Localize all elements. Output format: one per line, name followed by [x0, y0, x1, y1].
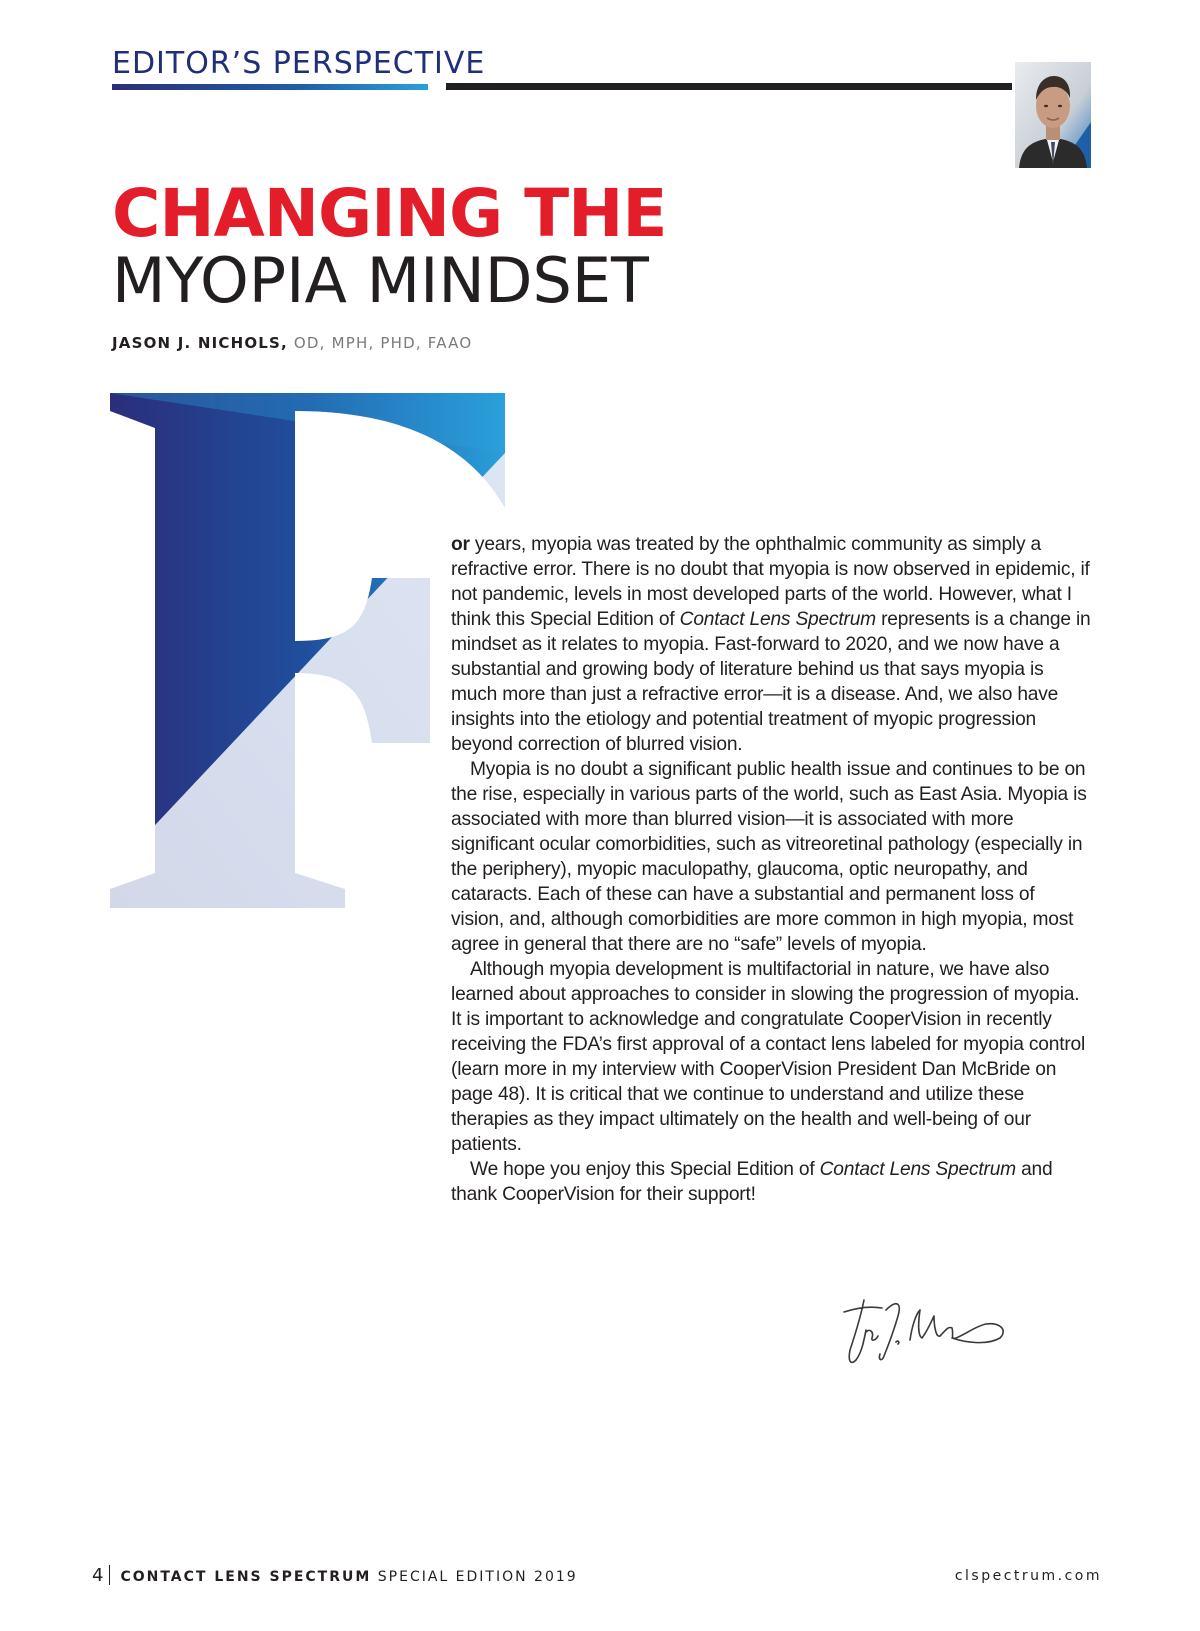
- paragraph-4-part-1: We hope you enjoy this Special Edition of: [470, 1159, 820, 1180]
- author-credentials: OD, MPH, PHD, FAAO: [287, 334, 473, 352]
- headline-line-2: MYOPIA MINDSET: [112, 244, 649, 317]
- section-label: EDITOR’S PERSPECTIVE: [112, 46, 486, 81]
- lead-word: or: [451, 534, 470, 555]
- paragraph-2: Myopia is no doubt a significant public health issue and continues to be on the rise, especially in various parts of the world, such as East Asia. Myopia is associated with more than blurred vision—it is associated with more significant ocular comorbidities, such as vitreoretinal pathology (especially in the periphery), myopic maculopathy, glaucoma, optic neuropathy, and cataracts. Each of these can have a substantial and permanent loss of vision, and, although comorbidities are more common in high myopia, most agree in general that there are no “safe” levels of myopia.: [451, 759, 1087, 955]
- paragraph-1-part-1: years, myopia was treated by the ophthalmic community as simply a refractive error. There is no doubt that myopia is now observed in epidemic, if not pandemic, levels in most developed parts of the world. However, what I think this Special Edition of: [451, 534, 1090, 630]
- paragraph-3: Although myopia development is multifactorial in nature, we have also learned about approaches to consider in slowing the progression of myopia. It is important to acknowledge and congratulate CooperVision in recently receiving the FDA’s first approval of a contact lens labeled for myopia control (learn more in my interview with CooperVision President Dan McBride on page 48). It is critical that we continue to understand and utilize these therapies as they impact ultimately on the health and well-being of our patients.: [451, 959, 1086, 1155]
- magazine-name-italic: Contact Lens Spectrum: [819, 1159, 1016, 1180]
- edition-label: SPECIAL EDITION 2019: [371, 1569, 578, 1585]
- author-photo: [1015, 62, 1091, 168]
- headline-line-1: CHANGING THE: [112, 175, 667, 252]
- dropcap-letter-f: [110, 393, 505, 908]
- section-label-underline: [112, 84, 428, 90]
- footer-divider: [109, 1565, 110, 1585]
- footer-url: clspectrum.com: [954, 1568, 1102, 1584]
- paragraph-4-part-3: and thank CooperVision for their support!: [451, 1159, 1053, 1205]
- article-body: [451, 532, 1091, 1207]
- header-rule: [446, 83, 1012, 90]
- page-number: 4: [92, 1565, 104, 1586]
- magazine-title: CONTACT LENS SPECTRUM: [120, 1569, 372, 1585]
- handwritten-signature: [836, 1290, 1036, 1380]
- paragraph-1: [451, 532, 1091, 757]
- byline: [112, 334, 472, 352]
- author-name: JASON J. NICHOLS,: [112, 334, 288, 352]
- paragraph-1-part-3: represents is a change in mindset as it relates to myopia. Fast-forward to 2020, and we now have a substantial and growing body of literature behind us that says myopia is much more than just a refractive error—it is a disease. And, we also have insights into the etiology and potential treatment of myopic progression beyond correction of blurred vision.: [451, 609, 1091, 755]
- footer: [92, 1565, 578, 1586]
- magazine-name-italic: Contact Lens Spectrum: [679, 609, 876, 630]
- paragraph-4: [451, 1157, 1091, 1207]
